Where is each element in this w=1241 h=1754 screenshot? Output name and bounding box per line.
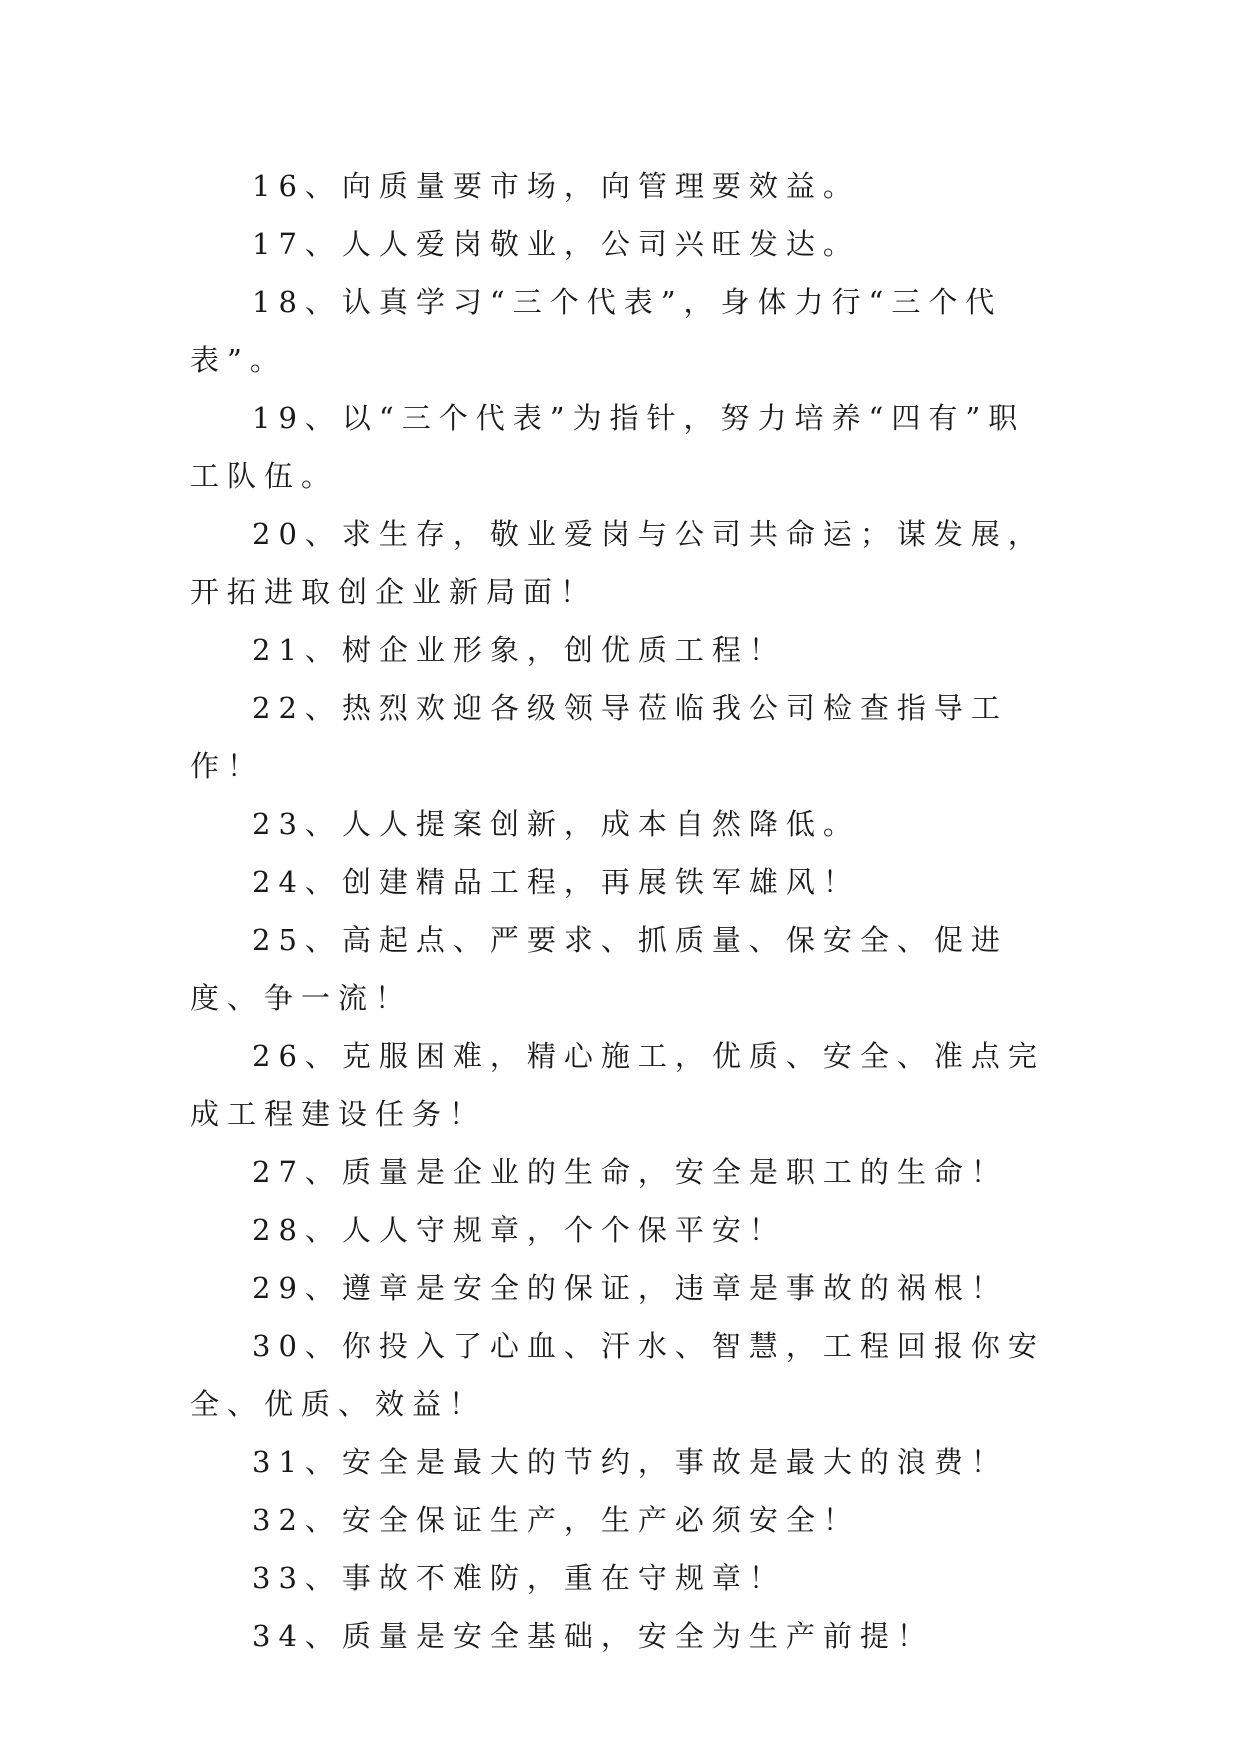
list-item: 25、高起点、严要求、抓质量、保安全、促进度、争一流！ bbox=[190, 923, 1008, 1015]
list-item: 34、质量是安全基础，安全为生产前提！ bbox=[252, 1619, 934, 1653]
list-item: 17、人人爱岗敬业，公司兴旺发达。 bbox=[252, 227, 860, 261]
slogan-list bbox=[190, 157, 1050, 1665]
list-item: 23、人人提案创新，成本自然降低。 bbox=[252, 807, 860, 841]
list-item: 20、求生存，敬业爱岗与公司共命运；谋发展，开拓进取创企业新局面！ bbox=[190, 517, 1045, 609]
list-item: 31、安全是最大的节约，事故是最大的浪费！ bbox=[252, 1445, 1008, 1479]
list-item: 27、质量是企业的生命，安全是职工的生命！ bbox=[252, 1155, 1008, 1189]
list-item: 18、认真学习“三个代表”，身体力行“三个代表”。 bbox=[190, 285, 1003, 377]
list-item: 16、向质量要市场，向管理要效益。 bbox=[252, 169, 860, 203]
list-item: 22、热烈欢迎各级领导莅临我公司检查指导工作！ bbox=[190, 691, 1008, 783]
list-item: 32、安全保证生产，生产必须安全！ bbox=[252, 1503, 860, 1537]
list-item: 24、创建精品工程，再展铁军雄风！ bbox=[252, 865, 860, 899]
list-item: 19、以“三个代表”为指针，努力培养“四有”职工队伍。 bbox=[190, 401, 1026, 493]
list-item: 33、事故不难防，重在守规章！ bbox=[252, 1561, 786, 1595]
list-item: 26、克服困难，精心施工，优质、安全、准点完成工程建设任务！ bbox=[190, 1039, 1045, 1131]
list-item: 30、你投入了心血、汗水、智慧，工程回报你安全、优质、效益！ bbox=[190, 1329, 1045, 1421]
list-item: 28、人人守规章，个个保平安！ bbox=[252, 1213, 786, 1247]
list-item: 21、树企业形象，创优质工程！ bbox=[252, 633, 786, 667]
list-item: 29、遵章是安全的保证，违章是事故的祸根！ bbox=[252, 1271, 1008, 1305]
